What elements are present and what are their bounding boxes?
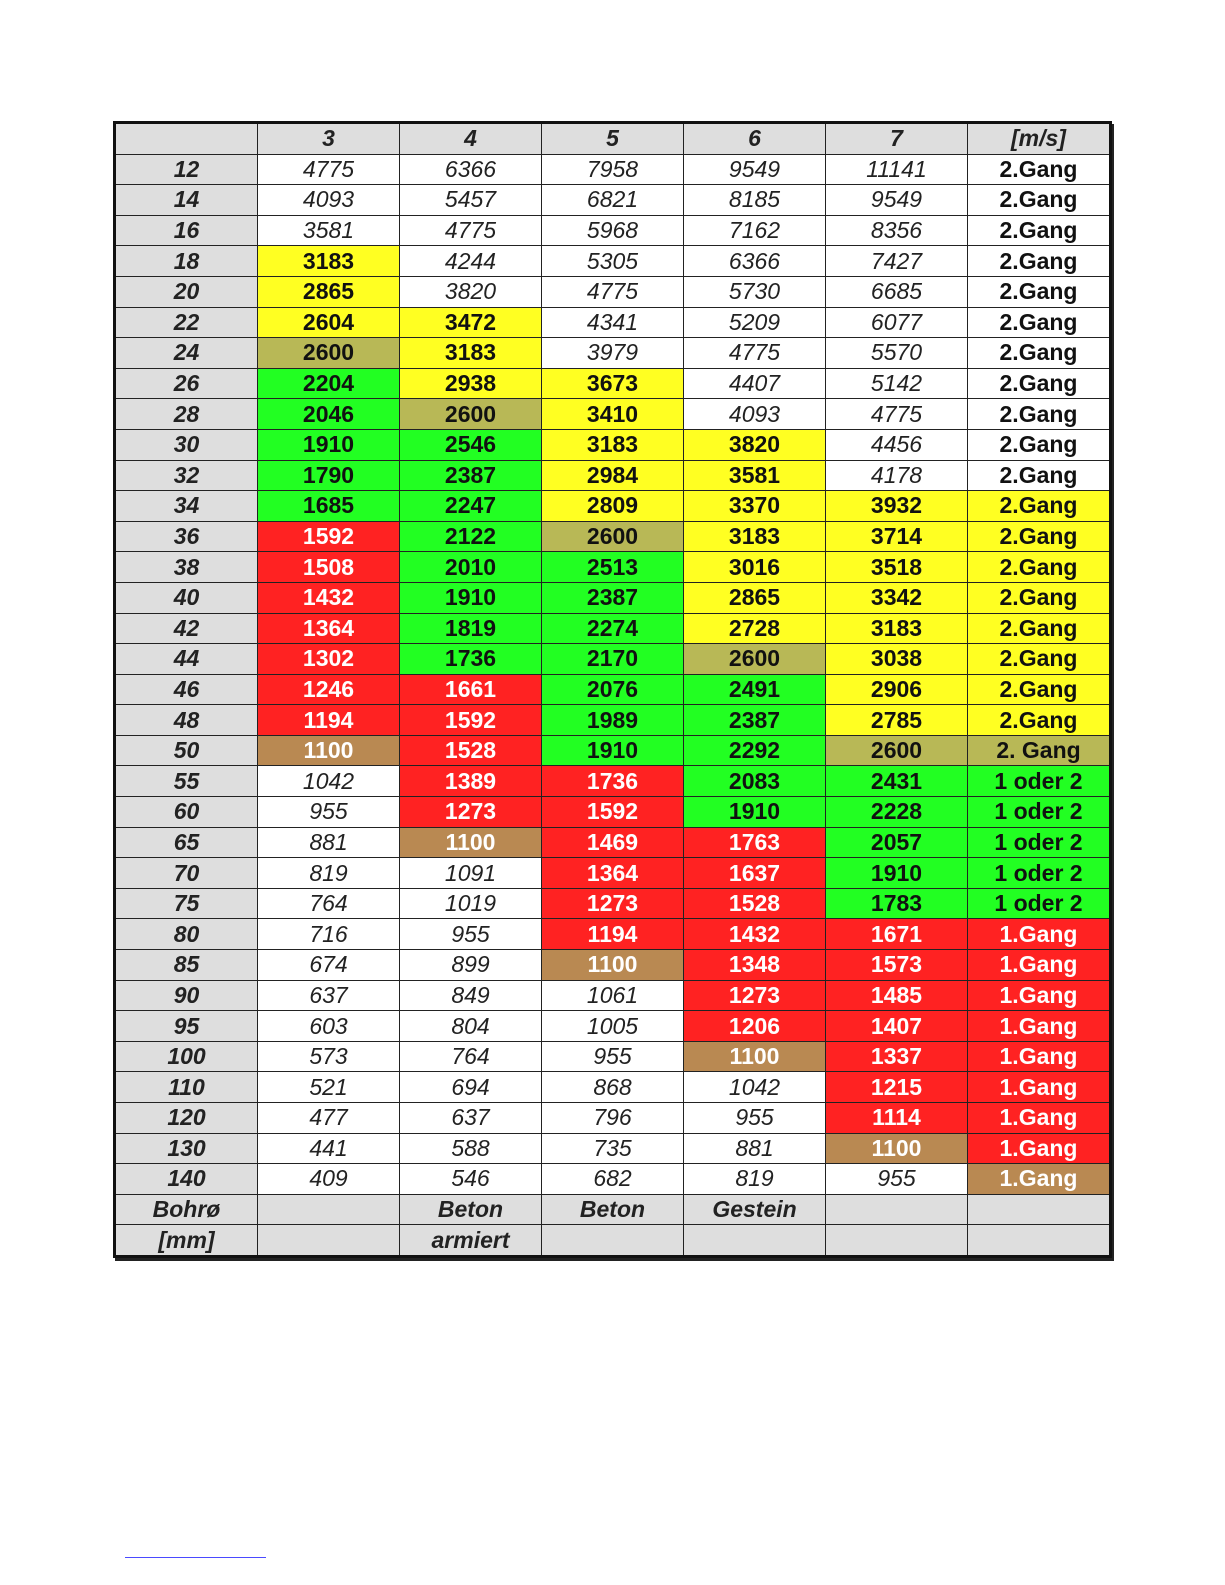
rpm-cell: 2906 [826,674,968,705]
gear-cell: 1.Gang [968,950,1111,981]
rpm-cell: 2600 [826,735,968,766]
rpm-cell: 1348 [684,950,826,981]
gear-cell: 1.Gang [968,1011,1111,1042]
diameter-cell: 90 [115,980,258,1011]
rpm-cell: 8356 [826,215,968,246]
rpm-cell: 1302 [258,644,400,675]
rpm-cell: 6077 [826,307,968,338]
rpm-cell: 796 [542,1103,684,1134]
rpm-cell: 2546 [400,429,542,460]
table-row [115,735,1111,766]
diameter-cell: 12 [115,154,258,185]
gear-cell: 2.Gang [968,399,1111,430]
rpm-cell: 4341 [542,307,684,338]
footer-material-cell: Gestein [684,1194,826,1225]
rpm-cell: 6685 [826,276,968,307]
header-cell-speed: 6 [684,123,826,155]
rpm-cell: 1910 [542,735,684,766]
rpm-cell: 1100 [258,735,400,766]
diameter-cell: 50 [115,735,258,766]
gear-cell: 2.Gang [968,582,1111,613]
rpm-cell: 2865 [684,582,826,613]
rpm-cell: 521 [258,1072,400,1103]
header-cell-speed: 7 [826,123,968,155]
rpm-cell: 5457 [400,185,542,216]
header-cell-speed: 5 [542,123,684,155]
rpm-cell: 1005 [542,1011,684,1042]
rpm-cell: 588 [400,1133,542,1164]
rpm-cell: 2785 [826,705,968,736]
table-row [115,1041,1111,1072]
rpm-cell: 819 [684,1164,826,1195]
diameter-cell: 18 [115,246,258,277]
gear-cell: 2.Gang [968,338,1111,369]
rpm-cell: 2122 [400,521,542,552]
rpm-cell: 955 [542,1041,684,1072]
rpm-cell: 441 [258,1133,400,1164]
gear-cell: 1 oder 2 [968,888,1111,919]
link-underline [125,1557,266,1558]
table-row [115,307,1111,338]
diameter-cell: 40 [115,582,258,613]
rpm-cell: 1114 [826,1103,968,1134]
rpm-cell: 3820 [684,429,826,460]
rpm-cell: 1061 [542,980,684,1011]
rpm-cell: 4244 [400,246,542,277]
gear-cell: 1.Gang [968,1072,1111,1103]
rpm-cell: 4407 [684,368,826,399]
diameter-cell: 65 [115,827,258,858]
rpm-cell: 2046 [258,399,400,430]
rpm-cell: 1432 [258,582,400,613]
rpm-cell: 674 [258,950,400,981]
rpm-cell: 2387 [684,705,826,736]
table-row [115,276,1111,307]
rpm-cell: 1910 [258,429,400,460]
rpm-cell: 1910 [826,858,968,889]
gear-cell: 2.Gang [968,154,1111,185]
diameter-cell: 70 [115,858,258,889]
rpm-cell: 3581 [258,215,400,246]
rpm-cell: 1042 [258,766,400,797]
footer-material-cell [968,1225,1111,1257]
rpm-cell: 2387 [542,582,684,613]
table-row [115,888,1111,919]
diameter-cell: 14 [115,185,258,216]
rpm-cell: 1206 [684,1011,826,1042]
footer-row [115,1194,1111,1225]
rpm-cell: 2600 [684,644,826,675]
rpm-cell: 1910 [400,582,542,613]
header-cell-speed: [m/s] [968,123,1111,155]
rpm-cell: 2938 [400,368,542,399]
diameter-cell: 26 [115,368,258,399]
rpm-cell: 3183 [826,613,968,644]
rpm-cell: 1508 [258,552,400,583]
table-row [115,705,1111,736]
rpm-cell: 819 [258,858,400,889]
table-row [115,766,1111,797]
rpm-cell: 1273 [684,980,826,1011]
table-row [115,552,1111,583]
rpm-cell: 5305 [542,246,684,277]
gear-cell: 2.Gang [968,429,1111,460]
rpm-cell: 3714 [826,521,968,552]
rpm-cell: 3183 [400,338,542,369]
rpm-cell: 3342 [826,582,968,613]
diameter-cell: 120 [115,1103,258,1134]
rpm-cell: 4775 [826,399,968,430]
diameter-cell: 55 [115,766,258,797]
rpm-cell: 5570 [826,338,968,369]
rpm-cell: 3183 [542,429,684,460]
header-row [115,123,1111,155]
rpm-cell: 1592 [400,705,542,736]
rpm-cell: 5209 [684,307,826,338]
rpm-cell: 1100 [826,1133,968,1164]
footer-material-cell: armiert [400,1225,542,1257]
rpm-cell: 3038 [826,644,968,675]
rpm-cell: 1389 [400,766,542,797]
table-row [115,582,1111,613]
rpm-cell: 11141 [826,154,968,185]
gear-cell: 2.Gang [968,521,1111,552]
rpm-cell: 9549 [684,154,826,185]
rpm-cell: 1661 [400,674,542,705]
diameter-cell: 75 [115,888,258,919]
rpm-cell: 2728 [684,613,826,644]
rpm-cell: 3581 [684,460,826,491]
gear-cell: 1.Gang [968,1133,1111,1164]
footer-material-cell [684,1225,826,1257]
table-row [115,154,1111,185]
gear-cell: 2.Gang [968,276,1111,307]
rpm-cell: 2247 [400,491,542,522]
table-row [115,338,1111,369]
table-row [115,1133,1111,1164]
rpm-cell: 2984 [542,460,684,491]
rpm-cell: 3820 [400,276,542,307]
rpm-cell: 1407 [826,1011,968,1042]
footer-label-cell: [mm] [115,1225,258,1257]
table-row [115,950,1111,981]
rpm-cell: 764 [400,1041,542,1072]
rpm-cell: 2387 [400,460,542,491]
rpm-cell: 1215 [826,1072,968,1103]
table-row [115,1103,1111,1134]
rpm-cell: 735 [542,1133,684,1164]
rpm-cell: 2010 [400,552,542,583]
table-row [115,858,1111,889]
diameter-cell: 22 [115,307,258,338]
rpm-cell: 4456 [826,429,968,460]
footer-material-cell: Beton [400,1194,542,1225]
footer-material-cell [258,1194,400,1225]
table-row [115,246,1111,277]
rpm-cell: 881 [684,1133,826,1164]
rpm-cell: 804 [400,1011,542,1042]
rpm-cell: 637 [400,1103,542,1134]
footer-label-cell: Bohrø [115,1194,258,1225]
rpm-cell: 1273 [542,888,684,919]
rpm-cell: 603 [258,1011,400,1042]
rpm-cell: 3016 [684,552,826,583]
rpm-cell: 5142 [826,368,968,399]
rpm-cell: 7958 [542,154,684,185]
rpm-cell: 2604 [258,307,400,338]
rpm-cell: 899 [400,950,542,981]
table-row [115,185,1111,216]
rpm-cell: 7427 [826,246,968,277]
diameter-cell: 24 [115,338,258,369]
rpm-cell: 2274 [542,613,684,644]
gear-cell: 1 oder 2 [968,766,1111,797]
rpm-cell: 2083 [684,766,826,797]
gear-cell: 1 oder 2 [968,827,1111,858]
rpm-cell: 3472 [400,307,542,338]
rpm-cell: 2600 [542,521,684,552]
rpm-cell: 637 [258,980,400,1011]
rpm-cell: 1592 [542,797,684,828]
rpm-cell: 6821 [542,185,684,216]
gear-cell: 2.Gang [968,185,1111,216]
rpm-cell: 2057 [826,827,968,858]
gear-cell: 1 oder 2 [968,797,1111,828]
gear-cell: 2.Gang [968,644,1111,675]
rpm-cell: 3979 [542,338,684,369]
rpm-cell: 1783 [826,888,968,919]
rpm-cell: 4093 [258,185,400,216]
gear-cell: 2.Gang [968,552,1111,583]
gear-cell: 2.Gang [968,215,1111,246]
gear-cell: 1.Gang [968,1041,1111,1072]
rpm-cell: 1194 [542,919,684,950]
gear-cell: 2.Gang [968,705,1111,736]
gear-cell: 1.Gang [968,1103,1111,1134]
gear-cell: 2.Gang [968,246,1111,277]
footer-material-cell [826,1194,968,1225]
rpm-cell: 2600 [400,399,542,430]
footer-material-cell [542,1225,684,1257]
rpm-cell: 2865 [258,276,400,307]
rpm-cell: 1763 [684,827,826,858]
gear-cell: 2. Gang [968,735,1111,766]
gear-cell: 1.Gang [968,919,1111,950]
rpm-cell: 477 [258,1103,400,1134]
rpm-cell: 2170 [542,644,684,675]
rpm-cell: 1194 [258,705,400,736]
speed-table-body [115,123,1111,1257]
rpm-cell: 1469 [542,827,684,858]
rpm-cell: 1091 [400,858,542,889]
rpm-cell: 1736 [542,766,684,797]
rpm-cell: 4775 [542,276,684,307]
rpm-cell: 3370 [684,491,826,522]
rpm-cell: 409 [258,1164,400,1195]
rpm-cell: 5968 [542,215,684,246]
rpm-cell: 955 [400,919,542,950]
rpm-cell: 4775 [684,338,826,369]
rpm-cell: 9549 [826,185,968,216]
rpm-cell: 1671 [826,919,968,950]
rpm-cell: 8185 [684,185,826,216]
rpm-cell: 1364 [542,858,684,889]
table-row [115,919,1111,950]
diameter-cell: 30 [115,429,258,460]
rpm-cell: 1637 [684,858,826,889]
header-cell-speed: 3 [258,123,400,155]
diameter-cell: 130 [115,1133,258,1164]
diameter-cell: 34 [115,491,258,522]
rpm-cell: 4775 [400,215,542,246]
diameter-cell: 85 [115,950,258,981]
footer-material-cell: Beton [542,1194,684,1225]
rpm-cell: 3183 [258,246,400,277]
header-corner-cell [115,123,258,155]
table-row [115,460,1111,491]
diameter-cell: 42 [115,613,258,644]
gear-cell: 1 oder 2 [968,858,1111,889]
rpm-cell: 2513 [542,552,684,583]
table-row [115,429,1111,460]
rpm-cell: 3183 [684,521,826,552]
rpm-cell: 955 [684,1103,826,1134]
rpm-cell: 1819 [400,613,542,644]
rpm-cell: 3932 [826,491,968,522]
table-row [115,613,1111,644]
table-row [115,1072,1111,1103]
footer-material-cell [826,1225,968,1257]
rpm-cell: 7162 [684,215,826,246]
rpm-cell: 4093 [684,399,826,430]
rpm-cell: 2600 [258,338,400,369]
rpm-cell: 1364 [258,613,400,644]
rpm-cell: 1790 [258,460,400,491]
rpm-cell: 849 [400,980,542,1011]
rpm-cell: 1019 [400,888,542,919]
rpm-cell: 1485 [826,980,968,1011]
rpm-cell: 2491 [684,674,826,705]
rpm-cell: 4775 [258,154,400,185]
diameter-cell: 95 [115,1011,258,1042]
footer-row [115,1225,1111,1257]
rpm-cell: 573 [258,1041,400,1072]
gear-cell: 2.Gang [968,491,1111,522]
footer-material-cell [968,1194,1111,1225]
rpm-cell: 1736 [400,644,542,675]
gear-cell: 1.Gang [968,980,1111,1011]
rpm-cell: 1100 [400,827,542,858]
rpm-cell: 1246 [258,674,400,705]
table-row [115,674,1111,705]
rpm-cell: 1592 [258,521,400,552]
rpm-cell: 881 [258,827,400,858]
table-row [115,399,1111,430]
diameter-cell: 44 [115,644,258,675]
rpm-cell: 5730 [684,276,826,307]
table-row [115,827,1111,858]
table-row [115,644,1111,675]
footer-material-cell [258,1225,400,1257]
diameter-cell: 36 [115,521,258,552]
rpm-cell: 1042 [684,1072,826,1103]
speed-table [113,121,1112,1258]
rpm-cell: 1528 [684,888,826,919]
diameter-cell: 16 [115,215,258,246]
table-row [115,797,1111,828]
diameter-cell: 48 [115,705,258,736]
gear-cell: 2.Gang [968,368,1111,399]
rpm-cell: 2292 [684,735,826,766]
diameter-cell: 28 [115,399,258,430]
diameter-cell: 100 [115,1041,258,1072]
table-row [115,980,1111,1011]
rpm-cell: 694 [400,1072,542,1103]
diameter-cell: 20 [115,276,258,307]
rpm-cell: 764 [258,888,400,919]
diameter-cell: 38 [115,552,258,583]
diameter-cell: 32 [115,460,258,491]
rpm-cell: 1273 [400,797,542,828]
rpm-cell: 2809 [542,491,684,522]
diameter-cell: 80 [115,919,258,950]
rpm-cell: 1337 [826,1041,968,1072]
rpm-cell: 1528 [400,735,542,766]
table-row [115,1164,1111,1195]
rpm-cell: 3673 [542,368,684,399]
rpm-cell: 955 [258,797,400,828]
table-row [115,368,1111,399]
gear-cell: 2.Gang [968,674,1111,705]
rpm-cell: 4178 [826,460,968,491]
rpm-cell: 1910 [684,797,826,828]
rpm-cell: 3518 [826,552,968,583]
rpm-cell: 2076 [542,674,684,705]
rpm-cell: 546 [400,1164,542,1195]
rpm-cell: 1100 [542,950,684,981]
rpm-cell: 2228 [826,797,968,828]
rpm-cell: 2204 [258,368,400,399]
gear-cell: 2.Gang [968,460,1111,491]
rpm-cell: 2431 [826,766,968,797]
rpm-cell: 1100 [684,1041,826,1072]
rpm-cell: 6366 [400,154,542,185]
rpm-cell: 1432 [684,919,826,950]
rpm-cell: 868 [542,1072,684,1103]
diameter-cell: 60 [115,797,258,828]
rpm-cell: 716 [258,919,400,950]
gear-cell: 2.Gang [968,307,1111,338]
diameter-cell: 140 [115,1164,258,1195]
table-row [115,521,1111,552]
diameter-cell: 110 [115,1072,258,1103]
rpm-cell: 6366 [684,246,826,277]
rpm-cell: 1685 [258,491,400,522]
table-row [115,491,1111,522]
table-row [115,215,1111,246]
gear-cell: 2.Gang [968,613,1111,644]
header-cell-speed: 4 [400,123,542,155]
rpm-cell: 1989 [542,705,684,736]
table-row [115,1011,1111,1042]
rpm-cell: 682 [542,1164,684,1195]
diameter-cell: 46 [115,674,258,705]
gear-cell: 1.Gang [968,1164,1111,1195]
rpm-cell: 3410 [542,399,684,430]
rpm-cell: 955 [826,1164,968,1195]
rpm-cell: 1573 [826,950,968,981]
